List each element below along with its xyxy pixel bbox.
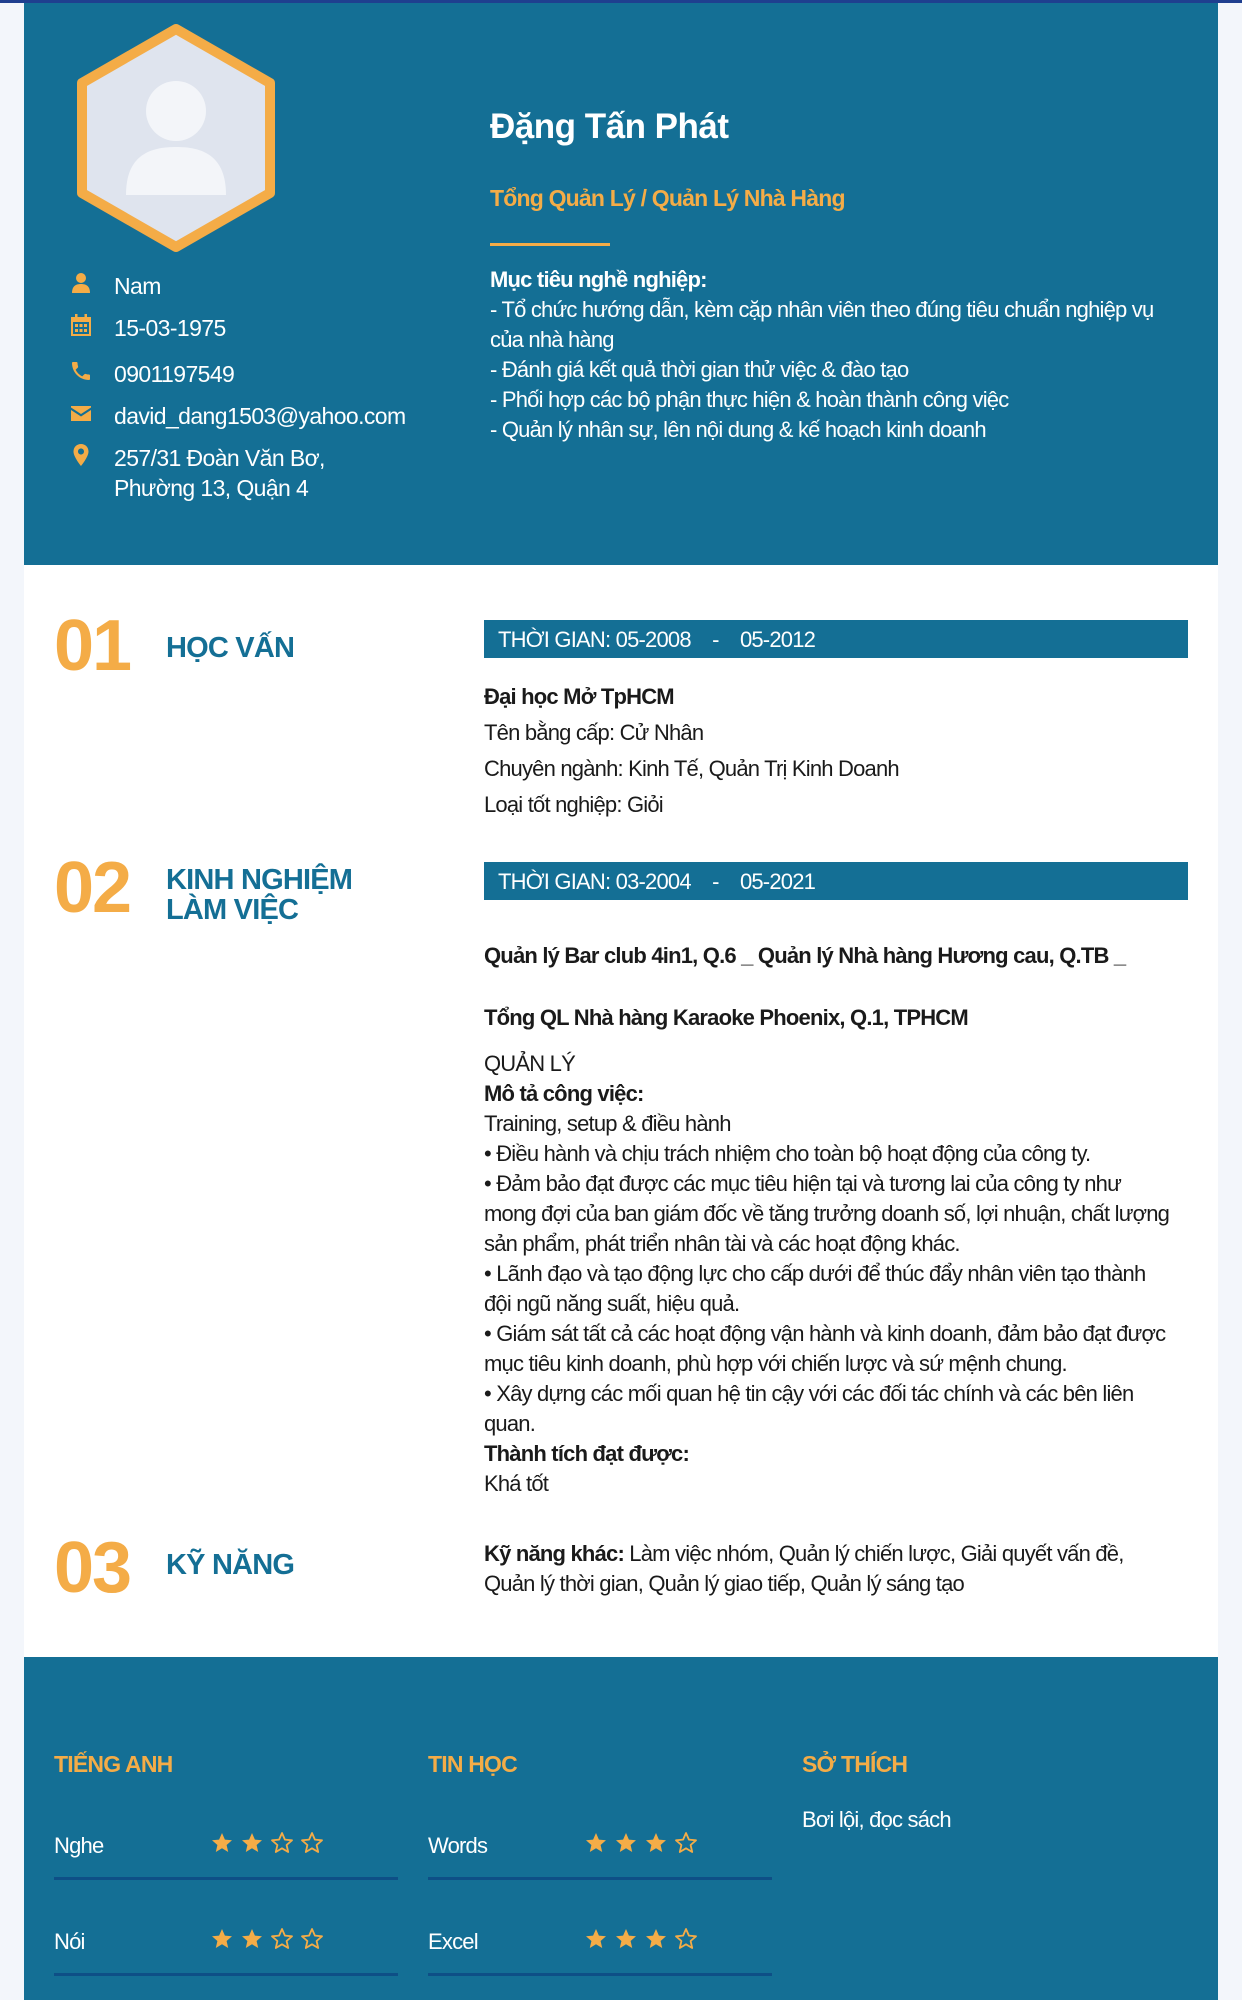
- objective-label: Mục tiêu nghề nghiệp:: [490, 267, 707, 292]
- address-line-2: Phường 13, Quận 4: [114, 475, 309, 501]
- english-skill-row: [54, 1913, 398, 1976]
- resume-header: [24, 3, 1218, 565]
- skill-label: Nói: [54, 1929, 85, 1954]
- star-empty-icon: [270, 1927, 300, 1957]
- education-title: HỌC VẤN: [166, 632, 295, 664]
- calendar-icon: [66, 313, 96, 343]
- skill-label: Nghe: [54, 1833, 104, 1858]
- time-end: 05-2021: [739, 869, 816, 894]
- career-objective: [490, 265, 1190, 445]
- skills-label: Kỹ năng khác:: [484, 1541, 624, 1566]
- star-filled-icon: [210, 1927, 240, 1957]
- skills-line-1: Làm việc nhóm, Quản lý chiến lược, Giải quyết vấn đề,: [623, 1541, 1124, 1566]
- star-rating: [210, 1831, 330, 1861]
- time-dash: -: [712, 627, 719, 652]
- degree-text: Tên bằng cấp: Cử Nhân: [484, 720, 704, 745]
- time-label: THỜI GIAN:: [498, 627, 611, 652]
- english-skill-row: [54, 1817, 398, 1880]
- title-underline: [490, 243, 610, 246]
- experience-title: [166, 865, 352, 925]
- star-filled-icon: [210, 1831, 240, 1861]
- experience-time-bar: [484, 862, 1188, 900]
- avatar-placeholder-icon: [70, 23, 282, 253]
- star-rating: [210, 1927, 330, 1957]
- contact-email: [66, 401, 466, 443]
- star-empty-icon: [300, 1831, 330, 1861]
- achievement-label: Thành tích đạt được:: [484, 1441, 690, 1466]
- job-description-line: Training, setup & điều hành: [484, 1111, 731, 1136]
- objective-line: của nhà hàng: [490, 327, 614, 352]
- star-filled-icon: [240, 1927, 270, 1957]
- objective-line: - Quản lý nhân sự, lên nội dung & kế hoạch kinh doanh: [490, 417, 986, 442]
- time-start: 05-2008: [615, 627, 691, 652]
- objective-line: - Đánh giá kết quả thời gian thử việc & đào tạo: [490, 357, 909, 382]
- job-description-line: • Xây dựng các mối quan hệ tin cậy với các đối tác chính và các bên liên: [484, 1381, 1134, 1406]
- it-title: TIN HỌC: [428, 1751, 517, 1777]
- company-line-1: Quản lý Bar club 4in1, Q.6 _ Quản lý Nhà hàng Hương cau, Q.TB _: [484, 943, 1126, 968]
- skills-title: KỸ NĂNG: [166, 1549, 295, 1581]
- skills-line-2: Quản lý thời gian, Quản lý giao tiếp, Quản lý sáng tạo: [484, 1571, 964, 1596]
- hobbies-text: Bơi lội, đọc sách: [802, 1807, 951, 1832]
- achievement-text: Khá tốt: [484, 1471, 549, 1496]
- star-empty-icon: [300, 1927, 330, 1957]
- resume-page: [24, 3, 1218, 2000]
- objective-line: - Phối hợp các bộ phận thực hiện & hoàn thành công việc: [490, 387, 1009, 412]
- skills-number: 03: [54, 1528, 131, 1608]
- position-text: QUẢN LÝ: [484, 1051, 575, 1076]
- skill-label: Excel: [428, 1929, 478, 1954]
- star-filled-icon: [584, 1831, 614, 1861]
- star-filled-icon: [644, 1831, 674, 1861]
- map-pin-icon: [66, 443, 96, 473]
- hobbies-title: SỞ THÍCH: [802, 1751, 908, 1777]
- job-description-line: • Đảm bảo đạt được các mục tiêu hiện tại và tương lai của công ty như: [484, 1171, 1121, 1196]
- objective-line: - Tổ chức hướng dẫn, kèm cặp nhân viên theo đúng tiêu chuẩn nghiệp vụ: [490, 297, 1154, 322]
- education-time-bar: [484, 620, 1188, 658]
- star-filled-icon: [584, 1927, 614, 1957]
- contact-address: [66, 443, 466, 503]
- it-skill-row: [428, 1913, 772, 1976]
- job-description-line: sản phẩm, phát triển nhân tài và các hoạt động khác.: [484, 1231, 960, 1256]
- address-line-1: 257/31 Đoàn Văn Bơ,: [114, 445, 325, 471]
- gender-text: Nam: [114, 273, 161, 299]
- birthday-text: 15-03-1975: [114, 315, 226, 341]
- star-filled-icon: [644, 1927, 674, 1957]
- time-label: THỜI GIAN:: [498, 869, 611, 894]
- star-filled-icon: [614, 1927, 644, 1957]
- company-line-2: Tổng QL Nhà hàng Karaoke Phoenix, Q.1, TPHCM: [484, 1005, 968, 1030]
- star-empty-icon: [674, 1927, 704, 1957]
- candidate-name: Đặng Tấn Phát: [490, 107, 729, 146]
- education-number: 01: [54, 606, 131, 686]
- skills-details: [484, 1539, 1194, 1599]
- experience-title-line-2: LÀM VIỆC: [166, 894, 299, 926]
- star-empty-icon: [674, 1831, 704, 1861]
- phone-icon: [66, 359, 96, 389]
- star-empty-icon: [270, 1831, 300, 1861]
- job-title: Tổng Quản Lý / Quản Lý Nhà Hàng: [490, 185, 845, 211]
- grade-text: Loại tốt nghiệp: Giỏi: [484, 792, 663, 817]
- time-start: 03-2004: [615, 869, 691, 894]
- star-filled-icon: [614, 1831, 644, 1861]
- job-description-line: • Lãnh đạo và tạo động lực cho cấp dưới để thúc đẩy nhân viên tạo thành: [484, 1261, 1146, 1286]
- avatar: [70, 23, 282, 253]
- job-description-line: mong đợi của ban giám đốc về tăng trưởng doanh số, lợi nhuận, chất lượng: [484, 1201, 1170, 1226]
- resume-footer: [24, 1657, 1218, 2000]
- experience-title-line-1: KINH NGHIỆM: [166, 864, 353, 896]
- job-description-line: • Điều hành và chịu trách nhiệm cho toàn bộ hoạt động của công ty.: [484, 1141, 1091, 1166]
- job-description-line: quan.: [484, 1411, 536, 1436]
- english-title: TIẾNG ANH: [54, 1751, 173, 1777]
- star-rating: [584, 1831, 704, 1861]
- skill-label: Words: [428, 1833, 488, 1858]
- experience-details: [484, 925, 1194, 1499]
- contact-phone: [66, 359, 466, 401]
- user-icon: [66, 271, 96, 301]
- job-description-line: • Giám sát tất cả các hoạt động vận hành và kinh doanh, đảm bảo đạt được: [484, 1321, 1166, 1346]
- education-details: [484, 679, 1194, 823]
- contact-birthday: [66, 313, 466, 359]
- job-description-line: đội ngũ năng suất, hiệu quả.: [484, 1291, 740, 1316]
- email-text: david_dang1503@yahoo.com: [114, 403, 406, 429]
- job-description-label: Mô tả công việc:: [484, 1081, 644, 1106]
- job-description-line: mục tiêu kinh doanh, phù hợp với chiến lược và sứ mệnh chung.: [484, 1351, 1067, 1376]
- time-dash: -: [712, 869, 719, 894]
- it-skill-row: [428, 1817, 772, 1880]
- phone-text: 0901197549: [114, 361, 235, 387]
- time-end: 05-2012: [739, 627, 816, 652]
- school-name: Đại học Mở TpHCM: [484, 684, 674, 709]
- mail-icon: [66, 401, 96, 431]
- star-rating: [584, 1927, 704, 1957]
- contact-info: [66, 271, 466, 503]
- major-text: Chuyên ngành: Kinh Tế, Quản Trị Kinh Doanh: [484, 756, 899, 781]
- contact-gender: [66, 271, 466, 313]
- experience-number: 02: [54, 848, 131, 928]
- star-filled-icon: [240, 1831, 270, 1861]
